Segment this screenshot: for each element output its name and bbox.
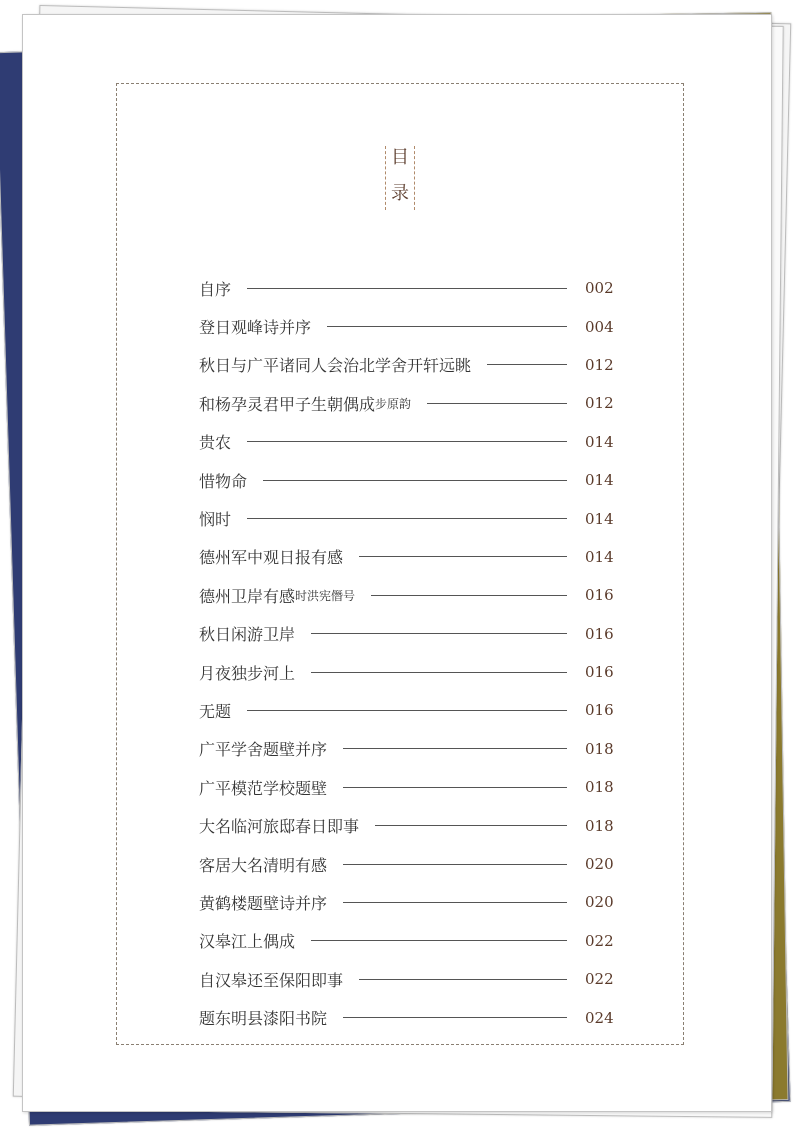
toc-leader-line (343, 1017, 567, 1018)
toc-entry-page-number: 024 (585, 1008, 614, 1027)
toc-entry-title: 登日观峰诗并序 (199, 318, 312, 338)
toc-entry-page-number: 016 (585, 624, 614, 643)
toc-leader-line (371, 595, 567, 596)
document-page (22, 14, 772, 1112)
toc-entry-page-number: 016 (585, 586, 614, 605)
toc-entry-title: 无题 (199, 701, 232, 721)
toc-leader-line (343, 864, 567, 865)
toc-entry-title: 秋日与广平诸同人会治北学舍开轩远眺 (199, 356, 472, 376)
toc-leader-line (343, 748, 567, 749)
toc-entry-page-number: 004 (585, 317, 614, 336)
toc-entry[interactable] (199, 423, 613, 461)
toc-entry-title: 自汉皋还至保阳即事 (199, 970, 344, 990)
toc-leader-line (327, 326, 567, 327)
toc-entry[interactable] (199, 499, 613, 537)
toc-entry-page-number: 016 (585, 701, 614, 720)
toc-heading (385, 146, 415, 210)
toc-entry-title: 和杨孕灵君甲子生朝偶成 (199, 394, 376, 414)
toc-entry[interactable] (199, 806, 613, 844)
toc-leader-line (311, 672, 567, 673)
toc-leader-line (375, 825, 567, 826)
toc-entry-note: 步原韵 (375, 396, 412, 411)
toc-entry-page-number: 014 (585, 471, 614, 490)
toc-entry[interactable] (199, 615, 613, 653)
toc-entry[interactable] (199, 998, 613, 1036)
toc-entry[interactable] (199, 461, 613, 499)
toc-entry-page-number: 014 (585, 509, 614, 528)
toc-entry[interactable] (199, 269, 613, 307)
toc-entry[interactable] (199, 845, 613, 883)
toc-entry-page-number: 022 (585, 931, 614, 950)
toc-entry-note: 时洪宪僭号 (295, 588, 356, 603)
toc-entry-page-number: 018 (585, 778, 614, 797)
toc-entry-page-number: 002 (585, 279, 614, 298)
toc-entry-page-number: 018 (585, 816, 614, 835)
toc-entry[interactable] (199, 538, 613, 576)
toc-leader-line (247, 710, 567, 711)
toc-leader-line (359, 556, 567, 557)
toc-entry-page-number: 020 (585, 893, 614, 912)
toc-entry-title: 贵农 (199, 433, 232, 453)
toc-entry-title: 德州卫岸有感 (199, 586, 296, 606)
toc-leader-line (263, 480, 567, 481)
toc-entry-page-number: 022 (585, 970, 614, 989)
toc-entry[interactable] (199, 960, 613, 998)
toc-entry-page-number: 014 (585, 432, 614, 451)
toc-entry-title: 秋日闲游卫岸 (199, 625, 296, 645)
toc-leader-line (343, 902, 567, 903)
toc-entry-title: 德州军中观日报有感 (199, 548, 344, 568)
toc-entry-title: 题东明县漆阳书院 (199, 1009, 328, 1029)
toc-entry[interactable] (199, 346, 613, 384)
toc-entry[interactable] (199, 576, 613, 614)
toc-entry-title: 惜物命 (199, 471, 248, 491)
toc-entry-title: 汉皋江上偶成 (199, 932, 296, 952)
toc-heading-char: 录 (391, 183, 409, 204)
toc-leader-line (247, 288, 567, 289)
toc-entry[interactable] (199, 307, 613, 345)
toc-entry[interactable] (199, 691, 613, 729)
toc-leader-line (427, 403, 567, 404)
toc-leader-line (311, 633, 567, 634)
toc-entry-title: 广平模范学校题壁 (199, 778, 328, 798)
toc-entry[interactable] (199, 653, 613, 691)
toc-entry-title: 大名临河旅邸春日即事 (199, 817, 360, 837)
toc-entry[interactable] (199, 768, 613, 806)
toc-entry-title: 客居大名清明有感 (199, 855, 328, 875)
toc-entry[interactable] (199, 730, 613, 768)
toc-leader-line (487, 364, 567, 365)
toc-entry-page-number: 016 (585, 663, 614, 682)
toc-entry-title: 黄鹤楼题壁诗并序 (199, 893, 328, 913)
toc-entry-title: 悯时 (199, 510, 232, 530)
toc-entry-page-number: 018 (585, 739, 614, 758)
toc-entry[interactable] (199, 883, 613, 921)
toc-entry-page-number: 020 (585, 855, 614, 874)
table-of-contents (199, 269, 613, 1037)
toc-entry-title: 自序 (199, 279, 232, 299)
toc-entry-page-number: 012 (585, 355, 614, 374)
toc-entry-title: 广平学舍题壁并序 (199, 740, 328, 760)
toc-leader-line (359, 979, 567, 980)
toc-entry[interactable] (199, 384, 613, 422)
toc-leader-line (343, 787, 567, 788)
toc-leader-line (247, 441, 567, 442)
toc-leader-line (311, 940, 567, 941)
toc-entry-page-number: 012 (585, 394, 614, 413)
toc-entry-page-number: 014 (585, 547, 614, 566)
toc-entry[interactable] (199, 922, 613, 960)
toc-leader-line (247, 518, 567, 519)
toc-heading-char: 目 (391, 147, 409, 168)
toc-entry-title: 月夜独步河上 (199, 663, 296, 683)
